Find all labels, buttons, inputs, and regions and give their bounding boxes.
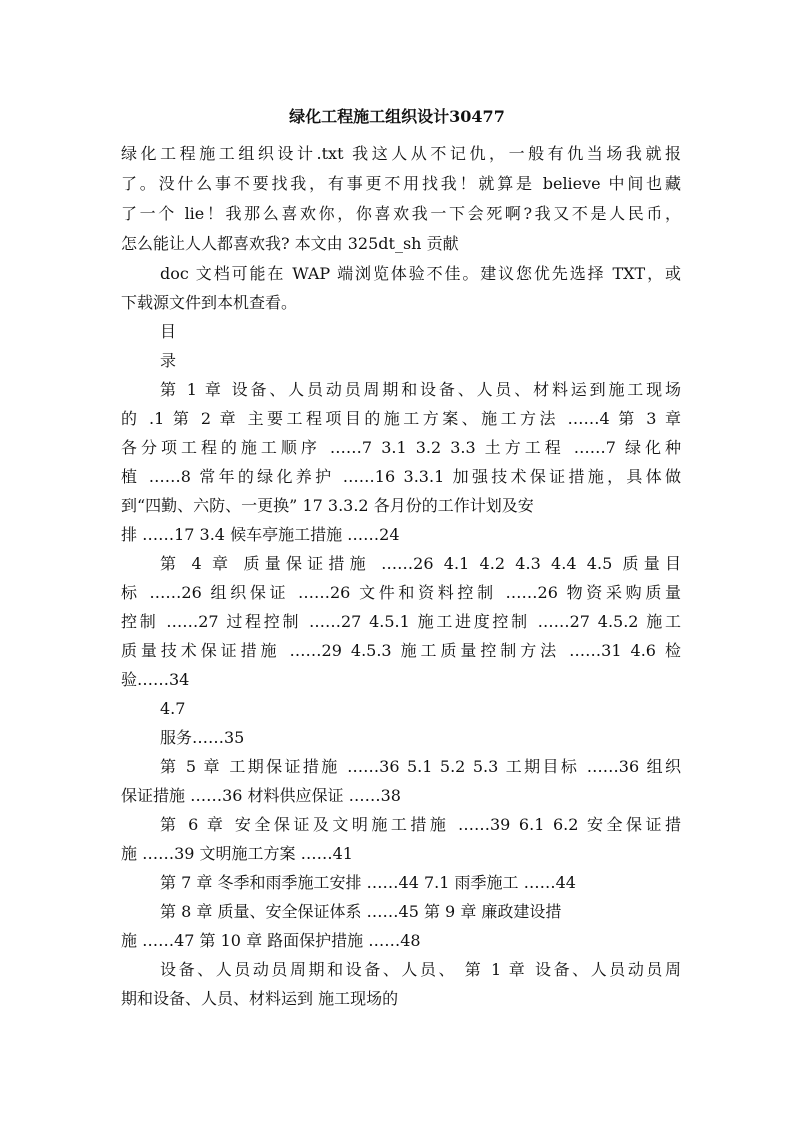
document-title: 绿化工程施工组织设计30477 <box>289 107 505 126</box>
paragraph-line: 绿化工程施工组织设计.txt 我这人从不记仇，一般有仇当场我就报 <box>121 144 681 163</box>
toc-line: 4.7 <box>160 699 186 718</box>
paragraph-line: 设备、人员动员周期和设备、人员、 第 1 章 设备、人员动员周 <box>160 960 681 979</box>
toc-line: 到“四勤、六防、一更换” 17 3.3.2 各月份的工作计划及安 <box>121 496 534 515</box>
toc-heading-line: 目 <box>160 322 177 341</box>
toc-line: 第 5 章 工期保证措施 ……36 5.1 5.2 5.3 工期目标 ……36 组织 <box>160 757 681 776</box>
toc-line: 保证措施 ……36 材料供应保证 ……38 <box>121 786 401 805</box>
toc-line: 施 ……39 文明施工方案 ……41 <box>121 844 353 863</box>
toc-line: 控制 ……27 过程控制 ……27 4.5.1 施工进度控制 ……27 4.5.2 施工 <box>121 612 681 631</box>
toc-line: 标 ……26 组织保证 ……26 文件和资料控制 ……26 物资采购质量 <box>121 583 681 602</box>
paragraph-line: 怎么能让人人都喜欢我? 本文由 325dt_sh 贡献 <box>121 234 459 253</box>
toc-heading-line: 录 <box>160 351 177 370</box>
paragraph-line: 期和设备、人员、材料运到 施工现场的 <box>121 989 399 1008</box>
toc-line: 各分项工程的施工顺序 ……7 3.1 3.2 3.3 土方工程 ……7 绿化种 <box>121 438 681 457</box>
toc-line: 验……34 <box>121 670 190 689</box>
toc-line: 第 4 章 质量保证措施 ……26 4.1 4.2 4.3 4.4 4.5 质量目 <box>160 554 681 573</box>
toc-line: 第 8 章 质量、安全保证体系 ……45 第 9 章 廉政建设措 <box>160 902 562 921</box>
toc-line: 第 1 章 设备、人员动员周期和设备、人员、材料运到施工现场 <box>160 380 681 399</box>
paragraph-line: 了。没什么事不要找我，有事更不用找我！就算是 believe 中间也藏 <box>121 174 681 193</box>
toc-line: 服务……35 <box>160 728 245 747</box>
toc-line: 第 6 章 安全保证及文明施工措施 ……39 6.1 6.2 安全保证措 <box>160 815 681 834</box>
toc-line: 的 .1 第 2 章 主要工程项目的施工方案、施工方法 ……4 第 3 章 <box>121 409 681 428</box>
toc-line: 排 ……17 3.4 候车亭施工措施 ……24 <box>121 525 400 544</box>
toc-line: 质量技术保证措施 ……29 4.5.3 施工质量控制方法 ……31 4.6 检 <box>121 641 681 660</box>
paragraph-line: 下载源文件到本机查看。 <box>121 293 298 312</box>
toc-line: 第 7 章 冬季和雨季施工安排 ……44 7.1 雨季施工 ……44 <box>160 873 576 892</box>
toc-line: 施 ……47 第 10 章 路面保护措施 ……48 <box>121 931 421 950</box>
paragraph-line: doc 文档可能在 WAP 端浏览体验不佳。建议您优先选择 TXT，或 <box>160 264 681 283</box>
paragraph-line: 了一个 lie！我那么喜欢你，你喜欢我一下会死啊?我又不是人民币， <box>121 204 681 223</box>
toc-line: 植 ……8 常年的绿化养护 ……16 3.3.1 加强技术保证措施，具体做 <box>121 467 681 486</box>
